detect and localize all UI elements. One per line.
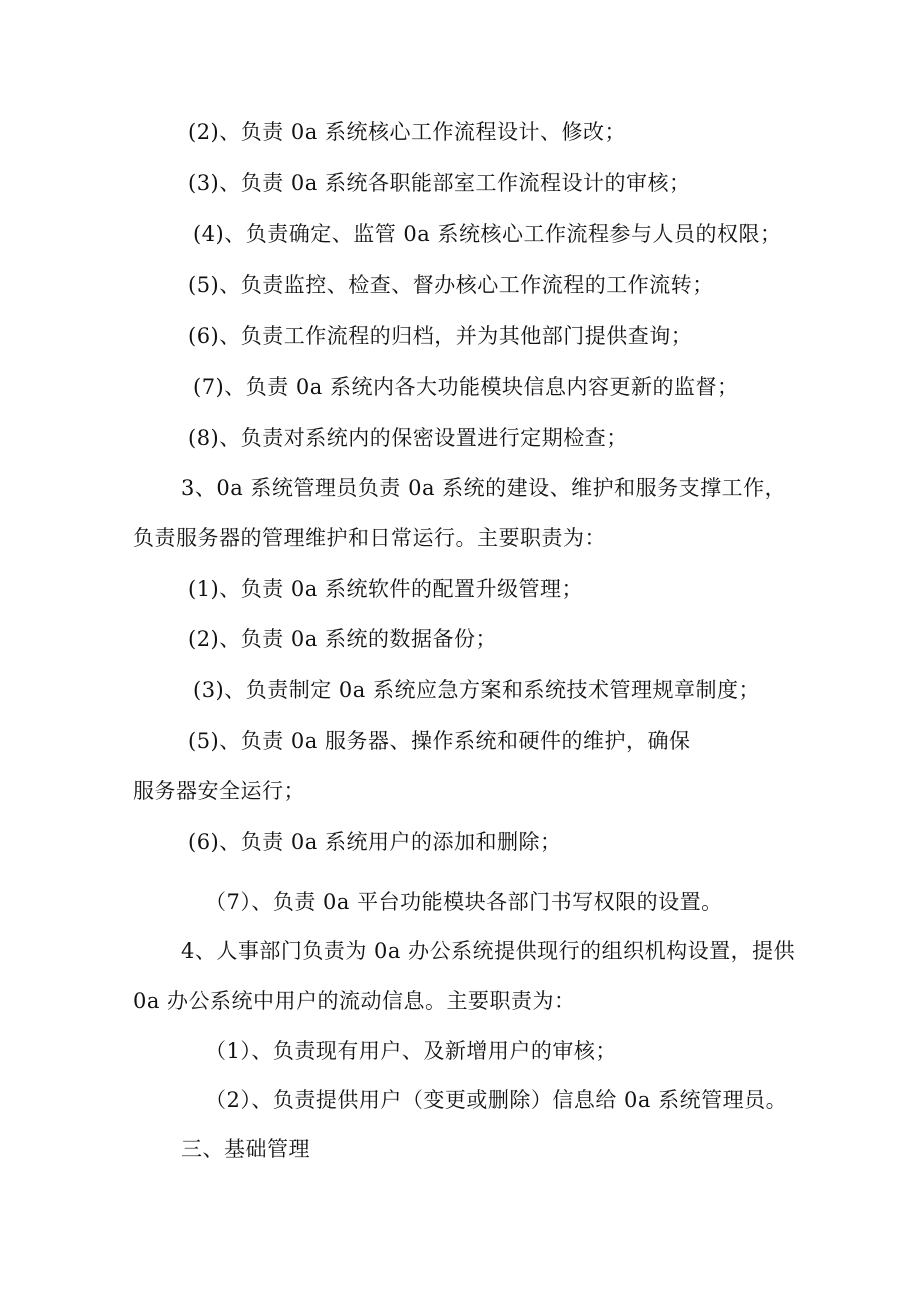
paragraph-line: (6)、负责工作流程的归档，并为其他部门提供查询； (188, 324, 693, 348)
section-heading: 三、基础管理 (181, 1137, 310, 1161)
paragraph-line: (2)、负责 0a 系统的数据备份； (188, 627, 497, 651)
paragraph-line: 服务器安全运行； (133, 779, 305, 803)
paragraph-line: (7)、负责 0a 系统内各大功能模块信息内容更新的监督； (193, 375, 739, 399)
paragraph-line: 负责服务器的管理维护和日常运行。主要职责为： (133, 526, 606, 550)
paragraph-line: (6)、负责 0a 系统用户的添加和删除； (188, 830, 562, 854)
paragraph-line: (5)、负责 0a 服务器、操作系统和硬件的维护，确保 (188, 729, 691, 753)
paragraph-line: （1）、负责现有用户、及新增用户的审核； (205, 1039, 617, 1063)
paragraph-line: (2)、负责 0a 系统核心工作流程设计、修改； (188, 120, 626, 144)
paragraph-line: (3)、负责 0a 系统各职能部室工作流程设计的审核； (188, 171, 691, 195)
paragraph-line: (1)、负责 0a 系统软件的配置升级管理； (188, 577, 583, 601)
paragraph-line: 4、人事部门负责为 0a 办公系统提供现行的组织机构设置，提供 (181, 939, 796, 963)
paragraph-line: (3)、负责制定 0a 系统应急方案和系统技术管理规章制度； (193, 678, 760, 702)
paragraph-line: (4)、负责确定、监管 0a 系统核心工作流程参与人员的权限； (193, 222, 782, 246)
paragraph-line: （7）、负责 0a 平台功能模块各部门书写权限的设置。 (205, 890, 723, 914)
paragraph-line: (5)、负责监控、检查、督办核心工作流程的工作流转； (188, 273, 714, 297)
paragraph-line: (8)、负责对系统内的保密设置进行定期检查； (188, 426, 628, 450)
paragraph-line: （2）、负责提供用户（变更或删除）信息给 0a 系统管理员。 (205, 1088, 788, 1112)
paragraph-line: 0a 办公系统中用户的流动信息。主要职责为： (133, 989, 576, 1013)
paragraph-line: 3、0a 系统管理员负责 0a 系统的建设、维护和服务支撑工作， (181, 476, 787, 500)
